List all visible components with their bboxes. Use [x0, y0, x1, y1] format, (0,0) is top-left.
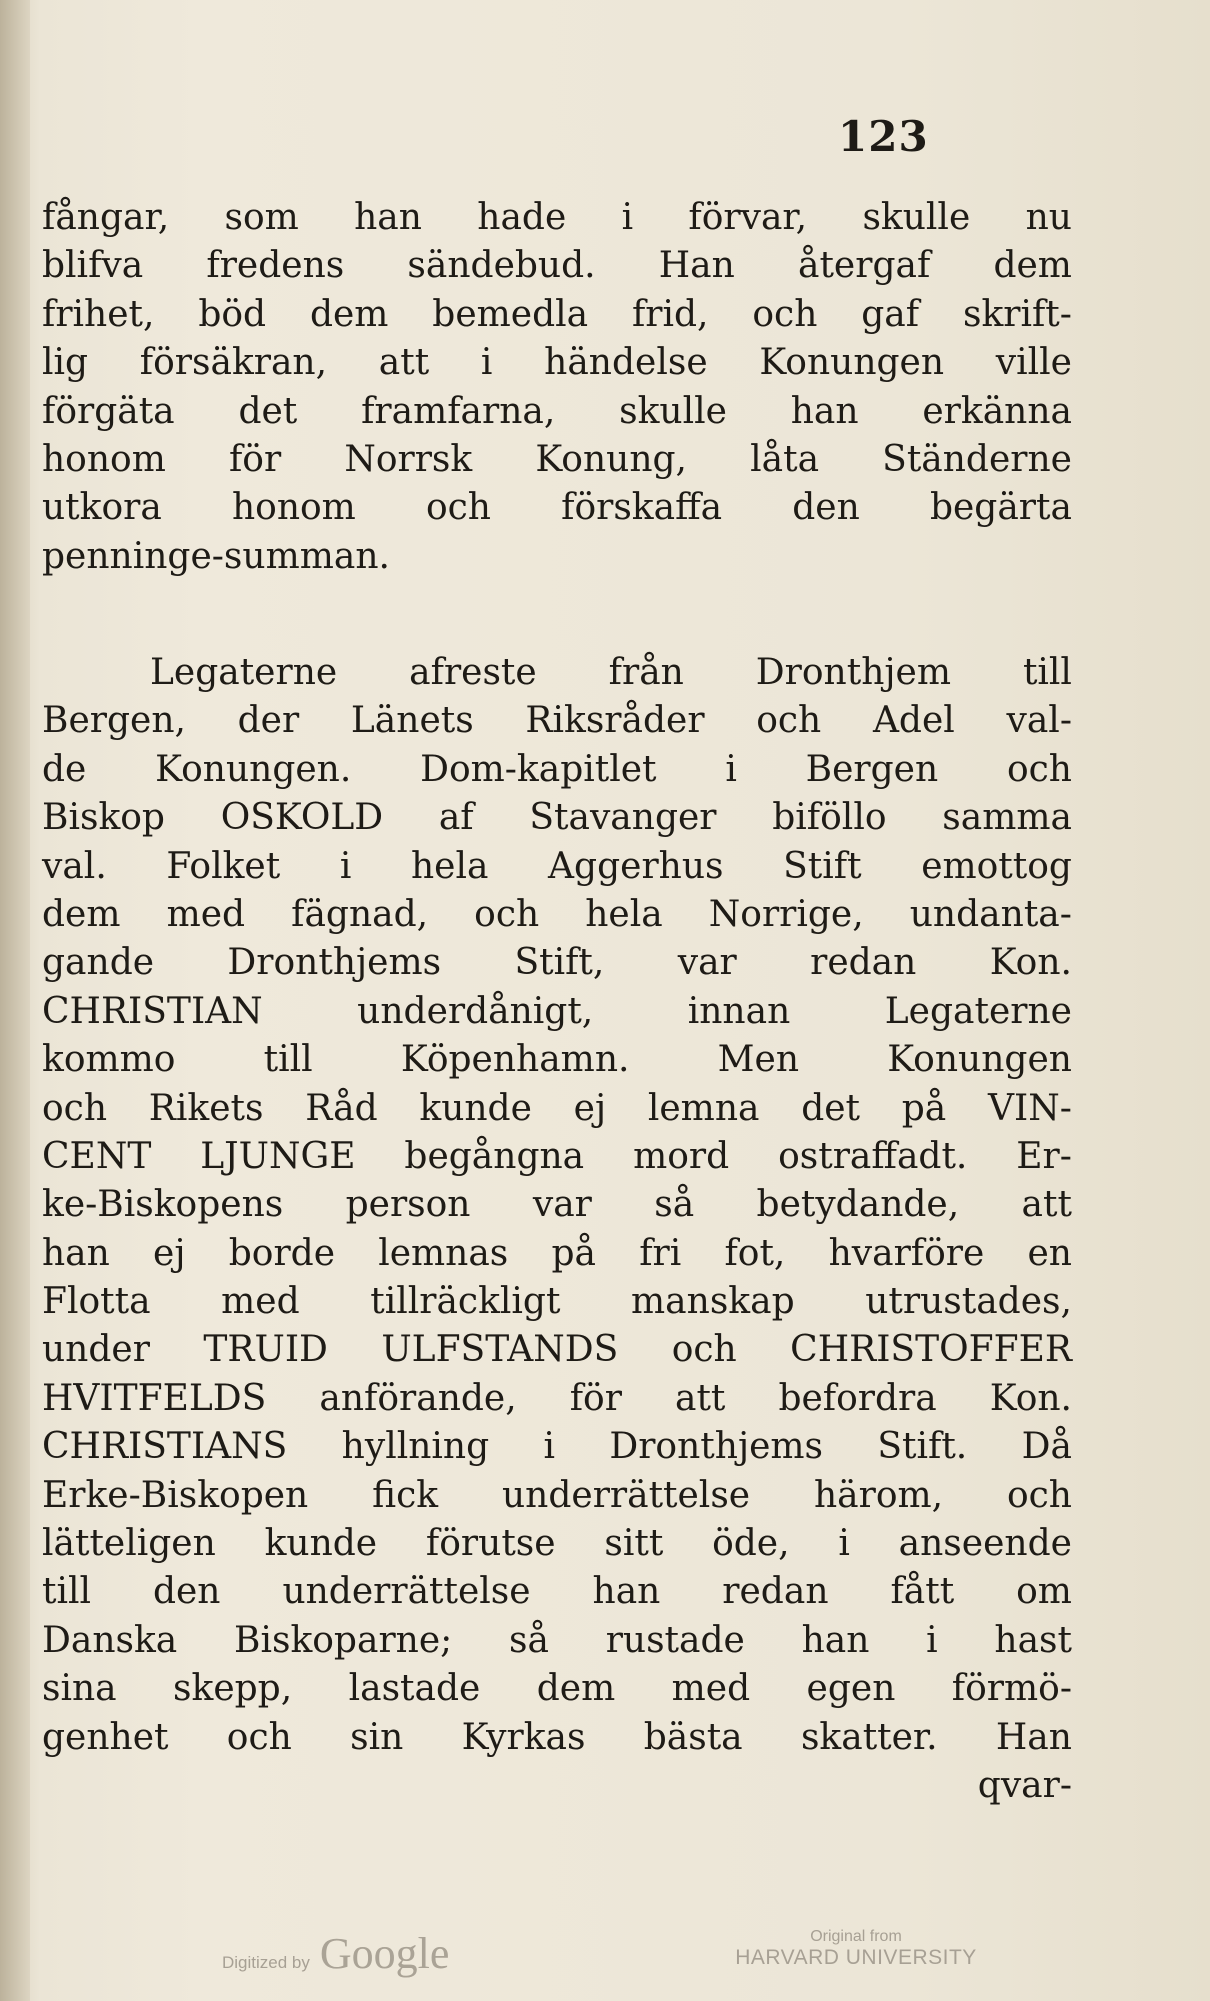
text-line: penninge-summan.	[42, 535, 390, 577]
text-line: till den underrättelse han redan fått om	[42, 1571, 1072, 1613]
text-line: blifva fredens sändebud. Han återgaf dem	[42, 245, 1072, 287]
original-from-watermark	[726, 1928, 986, 1970]
text-line: Erke-Biskopen fick underrättelse härom, och	[42, 1474, 1072, 1516]
text-line: Bergen, der Länets Riksråder och Adel val-	[42, 700, 1072, 742]
text-line: Danska Biskoparne; så rustade han i hast	[42, 1619, 1072, 1661]
text-line: Biskop OSKOLD af Stavanger biföllo samma	[42, 797, 1072, 839]
digitized-by-google-watermark	[222, 1928, 449, 1979]
text-line: under TRUID ULFSTANDS och CHRISTOFFER	[42, 1329, 1072, 1371]
text-line: Legaterne afreste från Dronthjem till	[150, 652, 1072, 693]
google-logo: Google	[319, 1929, 450, 1978]
text-line: kommo till Köpenhamn. Men Konungen	[42, 1039, 1072, 1081]
text-line: och Rikets Råd kunde ej lemna det på VIN-	[42, 1087, 1072, 1129]
text-line: frihet, böd dem bemedla frid, och gaf skrift-	[42, 293, 1072, 335]
paragraph-2	[42, 649, 1072, 1810]
text-line: CENT LJUNGE begångna mord ostraffadt. Er-	[42, 1135, 1072, 1177]
text-line: lig försäkran, att i händelse Konungen ville	[42, 342, 1072, 384]
paragraph-1	[42, 194, 1072, 581]
text-line: lätteligen kunde förutse sitt öde, i anseende	[42, 1523, 1072, 1565]
page-number: 123	[838, 112, 929, 161]
text-line: han ej borde lemnas på fri fot, hvarföre en	[42, 1232, 1072, 1274]
text-line: HVITFELDS anförande, för att befordra Kon.	[42, 1377, 1072, 1419]
page-gutter	[0, 0, 30, 2001]
harvard-university-label: HARVARD UNIVERSITY	[735, 1946, 977, 1969]
text-line: sina skepp, lastade dem med egen förmö-	[42, 1668, 1072, 1710]
text-line: ke-Biskopens person var så betydande, att	[42, 1184, 1072, 1226]
original-from-label: Original from	[810, 1928, 902, 1945]
text-line: de Konungen. Dom-kapitlet i Bergen och	[42, 748, 1072, 790]
text-line: gande Dronthjems Stift, var redan Kon.	[42, 942, 1072, 984]
digitized-by-label: Digitized by	[222, 1953, 310, 1972]
text-line: CHRISTIANS hyllning i Dronthjems Stift. Då	[42, 1426, 1072, 1468]
text-line: honom för Norrsk Konung, låta Ständerne	[42, 438, 1072, 480]
text-line: val. Folket i hela Aggerhus Stift emottog	[42, 845, 1072, 887]
text-line: CHRISTIAN underdånigt, innan Legaterne	[42, 990, 1072, 1032]
text-line: Flotta med tillräckligt manskap utrustades,	[42, 1281, 1072, 1323]
text-line: fångar, som han hade i förvar, skulle nu	[42, 197, 1072, 238]
catchword: qvar-	[977, 1764, 1072, 1806]
text-line: utkora honom och förskaffa den begärta	[42, 487, 1072, 529]
text-line: dem med fägnad, och hela Norrige, undanta-	[42, 893, 1072, 935]
text-line: förgäta det framfarna, skulle han erkänna	[42, 390, 1072, 432]
text-line: genhet och sin Kyrkas bästa skatter. Han	[42, 1716, 1072, 1758]
